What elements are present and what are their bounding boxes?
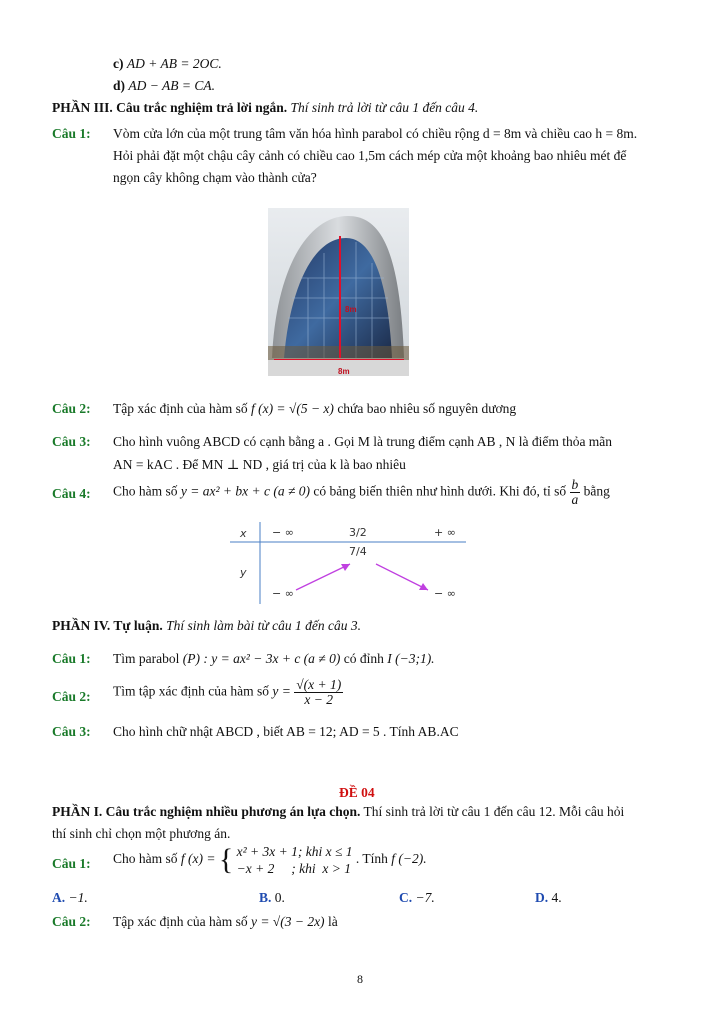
domain-fraction: $\frac{√(x + 1)}{x - 2}$ bbox=[296, 677, 342, 707]
de04-part1-text2: thí sinh chỉ chọn một phương án. bbox=[52, 826, 231, 841]
vt-x-minus-inf: − ∞ bbox=[272, 526, 294, 539]
answer-a: A. −1. bbox=[52, 890, 88, 905]
part4-q2-text: Tìm tập xác định của hàm số y = $\frac{√(x + 1)}{x - 2}$ bbox=[113, 677, 342, 707]
part3-q1-line1: Vòm cửa lớn của một trung tâm văn hóa hình parabol có chiều rộng d = 8m và chiều cao h = 8m. bbox=[113, 126, 638, 141]
part3-heading: PHẦN III. Câu trắc nghiệm trả lời ngắn. Thí sinh trả lời từ câu 1 đến câu 4. bbox=[52, 100, 479, 115]
part3-q3-line1: Cho hình vuông ABCD có cạnh bằng a . Gọi M là trung điểm cạnh AB , N là điểm thỏa mãn bbox=[113, 434, 613, 449]
ratio-fraction: $\frac{b}{a}$ bbox=[571, 477, 579, 507]
part3-q3-label: Câu 3: bbox=[52, 434, 91, 449]
answer-d: D. 4. bbox=[535, 890, 562, 905]
part4-q1-label: Câu 1: bbox=[52, 651, 91, 666]
page-number: 8 bbox=[357, 972, 363, 986]
de04-part1-heading: PHẦN I. Câu trắc nghiệm nhiều phương án lựa chọn. Thí sinh trả lời từ câu 1 đến câu 12. Mỗi câu hỏi bbox=[52, 804, 625, 819]
part3-q4-label: Câu 4: bbox=[52, 486, 91, 501]
photo-width-label: 8m bbox=[338, 367, 350, 376]
photo-height-label: 8m bbox=[345, 305, 357, 314]
de04-q2-label: Câu 2: bbox=[52, 914, 91, 929]
exam-title: ĐỀ 04 bbox=[339, 785, 375, 800]
part3-q2-label: Câu 2: bbox=[52, 401, 91, 416]
arch-photo bbox=[268, 208, 409, 376]
part4-q3-label: Câu 3: bbox=[52, 724, 91, 739]
part3-q3-line2: AN = kAC . Để MN ⊥ ND , giá trị của k là bao nhiêu bbox=[113, 457, 406, 472]
de04-q1-text: Cho hàm số f (x) = { x² + 3x + 1; khi x ≤ 1 −x + 2 ; khi x > 1 . Tính f (−2). bbox=[113, 843, 427, 876]
vt-y-header: y bbox=[240, 566, 247, 579]
vt-x-vertex: 3/2 bbox=[349, 526, 367, 539]
answer-c: C. −7. bbox=[399, 890, 435, 905]
de04-q1-label: Câu 1: bbox=[52, 856, 91, 871]
prev-option-c: c) AD + AB = 2OC. bbox=[113, 56, 222, 71]
vt-y-left: − ∞ bbox=[272, 587, 294, 600]
prev-option-d: d) AD − AB = CA. bbox=[113, 78, 215, 93]
answer-b: B. 0. bbox=[259, 890, 285, 905]
de04-q2-text: Tập xác định của hàm số y = √(3 − 2x) là bbox=[113, 914, 338, 929]
part3-q1-line3: ngọn cây không chạm vào thành cửa? bbox=[113, 170, 317, 185]
vt-arrow-up bbox=[296, 564, 350, 590]
part3-q1-line2: Hỏi phải đặt một chậu cây cảnh có chiều cao 1,5m cách mép cửa một khoảng bao nhiêu mét để bbox=[113, 148, 627, 163]
part3-q2-text: Tập xác định của hàm số f (x) = √(5 − x) chứa bao nhiêu số nguyên dương bbox=[113, 401, 517, 416]
vt-y-right: − ∞ bbox=[434, 587, 456, 600]
vt-x-plus-inf: + ∞ bbox=[434, 526, 456, 539]
part3-q4-text: Cho hàm số y = ax² + bx + c (a ≠ 0) có bảng biến thiên như hình dưới. Khi đó, tỉ số $\frac{b}{a}$ bằng bbox=[113, 477, 610, 507]
part4-q1-text: Tìm parabol (P) : y = ax² − 3x + c (a ≠ 0) có đỉnh I (−3;1). bbox=[113, 651, 435, 666]
vt-arrow-down bbox=[376, 564, 428, 590]
vt-y-max: 7/4 bbox=[349, 545, 367, 558]
part3-q1-label: Câu 1: bbox=[52, 126, 91, 141]
vt-x-header: x bbox=[240, 527, 247, 540]
piecewise-cases: x² + 3x + 1; khi x ≤ 1 −x + 2 ; khi x > 1 bbox=[236, 844, 353, 876]
part4-q2-label: Câu 2: bbox=[52, 689, 91, 704]
part4-q3-text: Cho hình chữ nhật ABCD , biết AB = 12; AD = 5 . Tính AB.AC bbox=[113, 724, 459, 739]
variation-table bbox=[230, 522, 466, 604]
part4-heading: PHẦN IV. Tự luận. Thí sinh làm bài từ câu 1 đến câu 3. bbox=[52, 618, 361, 633]
